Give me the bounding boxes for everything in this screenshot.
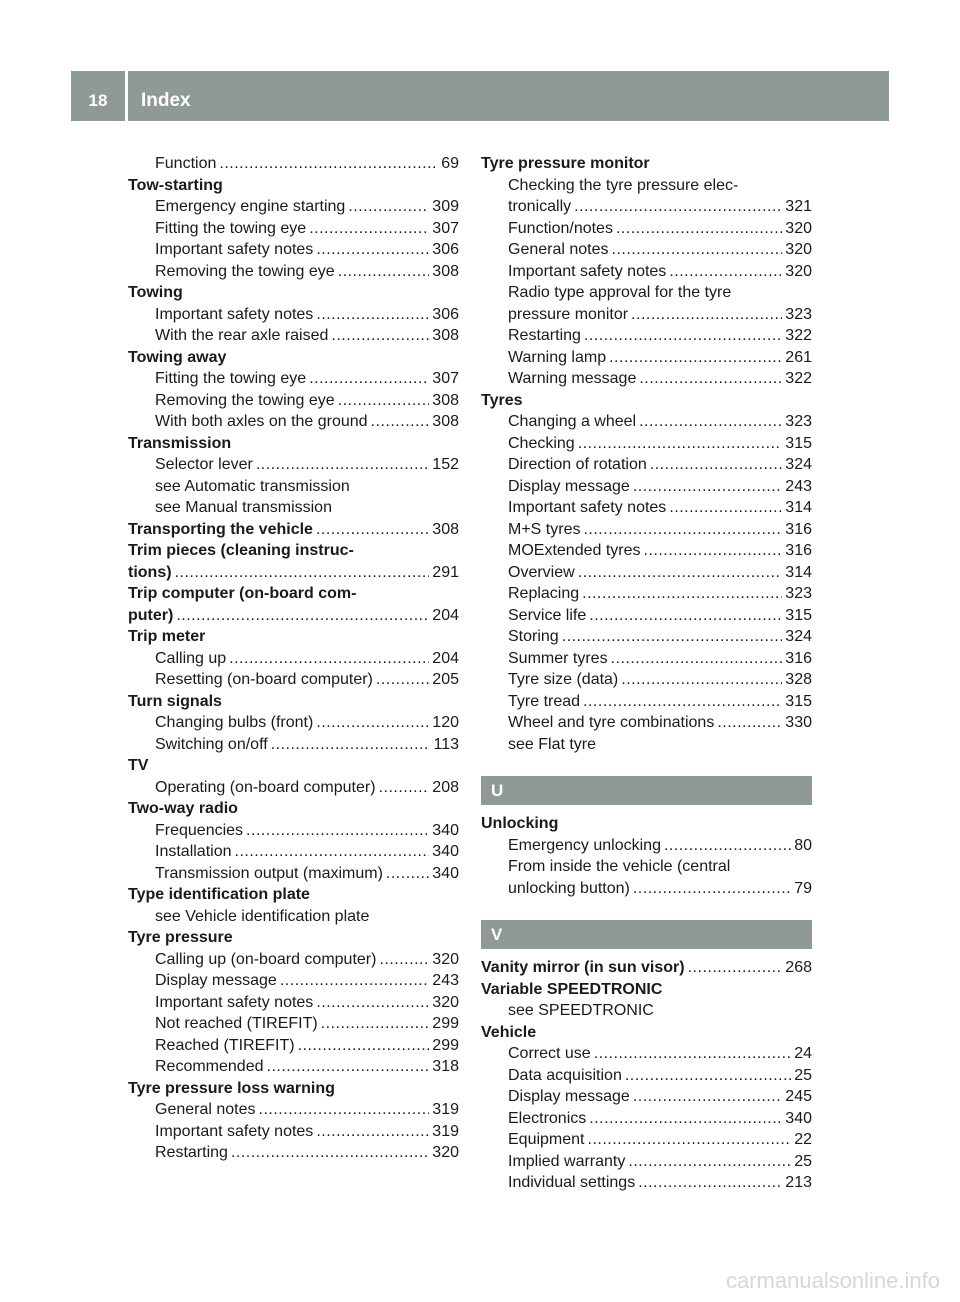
index-entry: Installation ..... 340 [128, 841, 459, 863]
index-heading: Towing [128, 284, 183, 301]
page-ref: 324 [785, 628, 812, 645]
index-entry: Switching on/off ..... 113 [128, 734, 459, 756]
index-column-right [481, 153, 812, 1194]
page-ref: 69 [441, 155, 459, 172]
page-ref: 323 [785, 413, 812, 430]
index-entry: Important safety notes ..... 319 [128, 1121, 459, 1143]
page-ref: 314 [785, 563, 812, 581]
page-ref: 205 [432, 671, 459, 688]
page-ref: 113 [433, 735, 459, 753]
page-ref: 261 [785, 348, 812, 366]
page-ref: 319 [432, 1101, 459, 1118]
index-entry: Resetting (on-board computer) ..... 205 [128, 669, 459, 691]
index-heading: Tow-starting [128, 176, 223, 194]
page-ref: 22 [794, 1131, 812, 1148]
page-ref: 330 [785, 714, 812, 731]
index-column-left [128, 153, 459, 1164]
index-entry: Checking ..... 315 [481, 433, 812, 455]
page-ref: 79 [794, 879, 812, 897]
index-entry: Not reached (TIREFIT) ..... 299 [128, 1013, 459, 1035]
see-reference: see Automatic transmission [155, 477, 350, 495]
section-letter-v: V [481, 920, 812, 949]
index-heading: Turn signals [128, 692, 222, 710]
page-ref: 213 [785, 1174, 812, 1191]
index-entry: Replacing ..... 323 [481, 583, 812, 605]
index-entry: Emergency unlocking ..... 80 [481, 835, 812, 857]
index-heading: Vehicle [481, 1023, 537, 1041]
index-entry: Storing ..... 324 [481, 626, 812, 648]
index-heading: Type identification plate [128, 886, 310, 903]
index-entry: Data acquisition ..... 25 [481, 1065, 812, 1087]
page-ref: 307 [432, 370, 459, 387]
index-heading: tions) ..... 291 [128, 562, 459, 584]
section-letter-u: U [481, 776, 812, 805]
index-entry: Emergency engine starting ..... 309 [128, 196, 459, 218]
page-ref: 291 [432, 563, 459, 581]
index-entry: Frequencies ..... 340 [128, 820, 459, 842]
index-entry: Display message ..... 243 [128, 970, 459, 992]
page-ref: 323 [785, 585, 812, 602]
index-entry: Warning message ..... 322 [481, 368, 812, 390]
index-entry: Calling up ..... 204 [128, 648, 459, 670]
page-ref: 243 [432, 972, 459, 989]
page-ref: 308 [432, 262, 459, 280]
index-entry: From inside the vehicle (central [508, 858, 731, 875]
index-entry: Restarting ..... 320 [128, 1142, 459, 1164]
see-reference: see Vehicle identification plate [155, 907, 370, 925]
page-header [71, 71, 889, 121]
index-entry: With both axles on the ground ..... 308 [128, 411, 459, 433]
index-entry: Tyre tread ..... 315 [481, 691, 812, 713]
page-ref: 152 [432, 456, 459, 473]
index-entry: General notes ..... 320 [481, 239, 812, 261]
index-entry: Removing the towing eye ..... 308 [128, 261, 459, 283]
index-entry: Function/notes ..... 320 [481, 218, 812, 240]
index-heading: Tyres [481, 391, 523, 409]
page-ref: 308 [432, 327, 459, 344]
page-ref: 324 [785, 456, 812, 473]
page-ref: 315 [785, 434, 812, 452]
index-entry: Calling up (on-board computer) ..... 320 [128, 949, 459, 971]
index-entry: unlocking button) ..... 79 [481, 878, 812, 900]
page-ref: 299 [432, 1015, 459, 1032]
page-number: 18 [88, 91, 108, 110]
index-entry: Operating (on-board computer) ..... 208 [128, 777, 459, 799]
page-ref: 299 [432, 1036, 459, 1054]
page-ref: 340 [432, 864, 459, 882]
index-heading: Vanity mirror (in sun visor) ..... 268 [481, 957, 812, 979]
page-ref: 320 [785, 262, 812, 280]
page-ref: 245 [785, 1088, 812, 1105]
index-entry: With the rear axle raised ..... 308 [128, 325, 459, 347]
index-entry: Transmission output (maximum) ..... 340 [128, 863, 459, 885]
index-heading: Two-way radio [128, 800, 238, 817]
index-heading: Tyre pressure [128, 929, 233, 946]
index-heading: Towing away [128, 348, 227, 366]
page-ref: 315 [785, 692, 812, 710]
index-entry: Electronics ..... 340 [481, 1108, 812, 1130]
index-entry: Removing the towing eye ..... 308 [128, 390, 459, 412]
see-reference: see Flat tyre [508, 735, 597, 753]
see-reference: see SPEEDTRONIC [508, 1002, 654, 1019]
index-heading: puter) ..... 204 [128, 605, 459, 627]
page-ref: 309 [432, 198, 459, 215]
index-heading: Trim pieces (cleaning instruc- [128, 542, 354, 559]
index-heading: Transmission [128, 434, 232, 452]
page-ref: 340 [432, 843, 459, 860]
index-entry: Wheel and tyre combinations ..... 330 [481, 712, 812, 734]
index-heading: Tyre pressure monitor [481, 155, 650, 172]
page-ref: 316 [785, 649, 812, 667]
index-entry: Important safety notes ..... 306 [128, 304, 459, 326]
index-entry: Changing a wheel ..... 323 [481, 411, 812, 433]
page-ref: 268 [785, 959, 812, 976]
page-ref: 308 [432, 413, 459, 430]
index-entry: Display message ..... 245 [481, 1086, 812, 1108]
index-entry: Important safety notes ..... 306 [128, 239, 459, 261]
page-ref: 340 [785, 1109, 812, 1127]
header-divider [125, 71, 128, 121]
index-entry: Fitting the towing eye ..... 307 [128, 218, 459, 240]
see-reference: see Manual transmission [155, 499, 332, 516]
page-ref: 24 [794, 1045, 812, 1062]
index-entry: Fitting the towing eye ..... 307 [128, 368, 459, 390]
index-entry: Implied warranty ..... 25 [481, 1151, 812, 1173]
page-ref: 307 [432, 219, 459, 237]
page-ref: 322 [785, 370, 812, 387]
page-ref: 318 [432, 1058, 459, 1075]
index-entry: Correct use ..... 24 [481, 1043, 812, 1065]
index-entry: pressure monitor ..... 323 [481, 304, 812, 326]
index-entry: Tyre size (data) ..... 328 [481, 669, 812, 691]
index-entry: M+S tyres ..... 316 [481, 519, 812, 541]
index-entry: Display message ..... 243 [481, 476, 812, 498]
index-heading: Transporting the vehicle ..... 308 [128, 519, 459, 541]
page-ref: 25 [794, 1066, 812, 1084]
index-entry: Overview ..... 314 [481, 562, 812, 584]
index-entry: Restarting ..... 322 [481, 325, 812, 347]
index-heading: TV [128, 757, 149, 774]
page-ref: 315 [785, 606, 812, 624]
page-ref: 323 [785, 305, 812, 323]
page-ref: 314 [785, 499, 812, 516]
page-ref: 120 [432, 714, 459, 731]
watermark: carmanualsonline.info [725, 1268, 940, 1293]
index-entry: Direction of rotation ..... 324 [481, 454, 812, 476]
index-heading: Tyre pressure loss warning [128, 1079, 335, 1097]
index-entry: General notes ..... 319 [128, 1099, 459, 1121]
index-entry: Checking the tyre pressure elec- [508, 176, 739, 194]
index-entry: Important safety notes ..... 320 [481, 261, 812, 283]
index-heading: Trip meter [128, 628, 206, 645]
index-entry: MOExtended tyres ..... 316 [481, 540, 812, 562]
page-ref: 208 [432, 778, 459, 796]
page-title: Index [141, 90, 191, 111]
index-entry: Individual settings ..... 213 [481, 1172, 812, 1194]
page-ref: 316 [785, 520, 812, 538]
page-ref: 25 [794, 1152, 812, 1170]
page-ref: 306 [432, 241, 459, 258]
page-ref: 204 [432, 606, 459, 624]
page-ref: 243 [785, 477, 812, 495]
page-ref: 204 [432, 649, 459, 667]
index-entry: Important safety notes ..... 314 [481, 497, 812, 519]
index-entry: Service life ..... 315 [481, 605, 812, 627]
page-ref: 319 [432, 1122, 459, 1140]
page-ref: 308 [432, 391, 459, 409]
index-entry: Function ..... 69 [128, 153, 459, 175]
index-entry: Recommended ..... 318 [128, 1056, 459, 1078]
page-ref: 340 [432, 821, 459, 839]
page-ref: 320 [785, 241, 812, 258]
index-entry: Equipment ..... 22 [481, 1129, 812, 1151]
page-ref: 321 [785, 198, 812, 215]
page-ref: 322 [785, 327, 812, 344]
index-heading: Variable SPEEDTRONIC [481, 980, 663, 998]
page-ref: 328 [785, 671, 812, 688]
index-entry: Changing bulbs (front) ..... 120 [128, 712, 459, 734]
index-heading: Unlocking [481, 815, 559, 832]
index-entry: Radio type approval for the tyre [508, 284, 732, 301]
page-ref: 306 [432, 305, 459, 323]
index-heading: Trip computer (on-board com- [128, 585, 357, 602]
index-entry: Reached (TIREFIT) ..... 299 [128, 1035, 459, 1057]
page-ref: 320 [432, 993, 459, 1011]
page-ref: 80 [794, 836, 812, 854]
index-entry: tronically ..... 321 [481, 196, 812, 218]
page-ref: 316 [785, 542, 812, 559]
page-ref: 320 [432, 1144, 459, 1161]
index-entry: Important safety notes ..... 320 [128, 992, 459, 1014]
index-entry: Summer tyres ..... 316 [481, 648, 812, 670]
index-entry: Warning lamp ..... 261 [481, 347, 812, 369]
page-ref: 308 [432, 520, 459, 538]
page-ref: 320 [432, 950, 459, 968]
index-entry: Selector lever ..... 152 [128, 454, 459, 476]
page-ref: 320 [785, 219, 812, 237]
